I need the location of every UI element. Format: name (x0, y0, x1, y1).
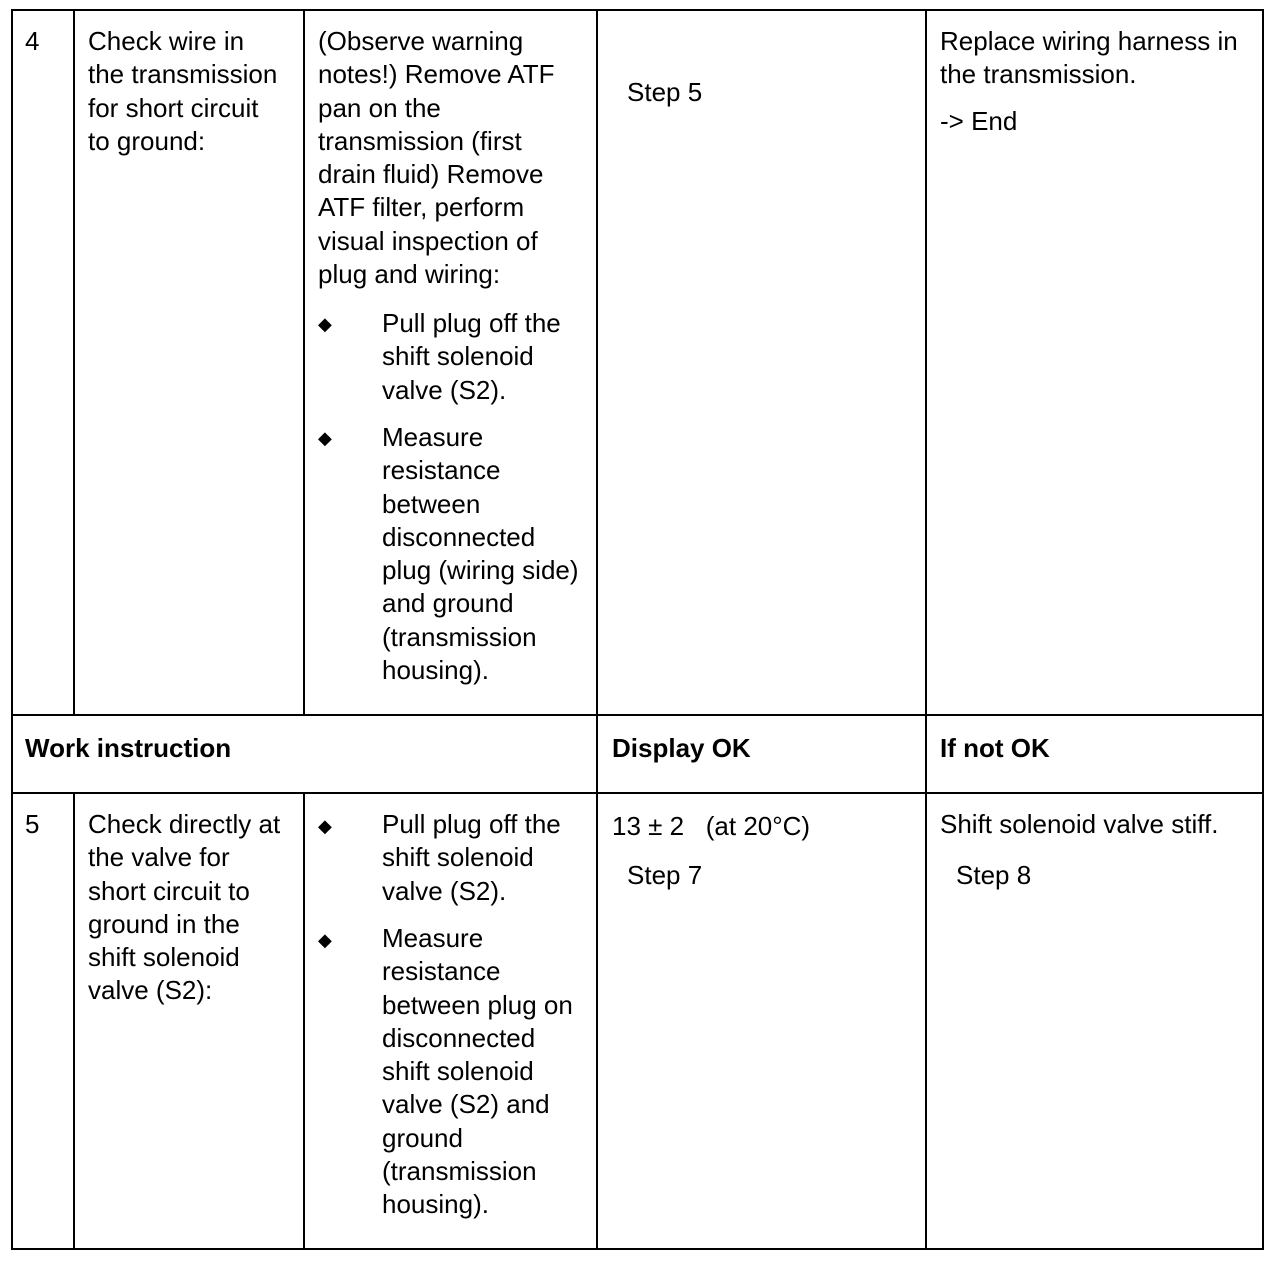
header-display-ok: Display OK (612, 733, 751, 763)
text-line: valve (S2): (88, 975, 213, 1006)
display-ok-value: Step 5 (627, 77, 703, 107)
test-description (88, 808, 280, 1008)
text-line: Pull plug off the (382, 308, 561, 338)
text-line: the transmission. (940, 59, 1137, 90)
bullet-item (382, 922, 573, 1222)
text-line: between plug on (382, 989, 573, 1020)
text-line: the valve for (88, 842, 230, 873)
text-line: short circuit to (88, 875, 250, 906)
text-line: notes!) Remove ATF (318, 59, 555, 90)
text-line: valve (S2). (382, 875, 507, 906)
step-number: 4 (25, 26, 40, 56)
text-line: resistance (382, 455, 501, 486)
display-ok-value: 13 ± 2 (at 20°C) (612, 811, 811, 841)
text-line: (transmission (382, 1156, 537, 1187)
header-work-instruction: Work instruction (25, 733, 232, 763)
text-line: disconnected (382, 1022, 536, 1053)
text-line: resistance (382, 956, 501, 987)
col-border-number (73, 9, 75, 716)
text-line: housing). (382, 655, 489, 686)
row-divider-header-top (11, 714, 1264, 716)
bullet-diamond-icon: ◆ (318, 428, 332, 448)
text-line: shift solenoid (382, 842, 534, 873)
text-line: pan on the (318, 92, 441, 123)
not-ok-next-step: -> End (940, 106, 1018, 136)
bullet-item (382, 421, 579, 687)
col-border-left (11, 9, 13, 1250)
text-line: Pull plug off the (382, 809, 561, 839)
bullet-item (382, 307, 561, 407)
text-line: transmission (first (318, 125, 522, 156)
text-line: to ground: (88, 125, 206, 156)
table-bottom-border (11, 1248, 1264, 1250)
text-line: Check directly at (88, 809, 281, 839)
col-border-display (596, 9, 598, 1250)
work-instruction-text (318, 25, 555, 291)
not-ok-action (940, 25, 1238, 92)
col-border-right (1262, 9, 1264, 1250)
row-divider-header-bottom (11, 792, 1264, 794)
text-line: Measure (382, 923, 484, 953)
text-line: (transmission (382, 621, 537, 652)
text-line: ground in the (88, 908, 240, 939)
text-line: ATF filter, perform (318, 192, 525, 223)
text-line: valve (S2). (382, 374, 507, 405)
text-line: (Observe warning (318, 26, 524, 56)
bullet-diamond-icon: ◆ (318, 930, 332, 950)
bullet-diamond-icon: ◆ (318, 314, 332, 334)
display-ok-next-step: Step 7 (627, 860, 703, 890)
not-ok-next-step: Step 8 (956, 860, 1032, 890)
text-line: for short circuit (88, 92, 259, 123)
text-line: shift solenoid (382, 341, 534, 372)
col-border-notok (925, 9, 927, 1250)
step-number: 5 (25, 809, 40, 839)
text-line: Measure (382, 422, 484, 452)
text-line: visual inspection of (318, 225, 538, 256)
header-if-not-ok: If not OK (940, 733, 1050, 763)
text-line: valve (S2) and (382, 1089, 550, 1120)
text-line: the transmission (88, 59, 278, 90)
bullet-item (382, 808, 561, 908)
table-top-border (11, 9, 1264, 11)
text-line: plug and wiring: (318, 259, 501, 290)
not-ok-action: Shift solenoid valve stiff. (940, 809, 1219, 839)
text-line: and ground (382, 588, 514, 619)
bullet-diamond-icon: ◆ (318, 816, 332, 836)
text-line: shift solenoid (382, 1056, 534, 1087)
text-line: disconnected (382, 521, 536, 552)
test-description (88, 25, 277, 158)
col-border-test-5 (303, 792, 305, 1250)
text-line: housing). (382, 1189, 489, 1220)
col-border-test (303, 9, 305, 716)
text-line: between (382, 488, 481, 519)
text-line: shift solenoid (88, 942, 240, 973)
text-line: plug (wiring side) (382, 555, 579, 586)
text-line: ground (382, 1122, 463, 1153)
text-line: Replace wiring harness in (940, 26, 1238, 56)
col-border-number-5 (73, 792, 75, 1250)
text-line: drain fluid) Remove (318, 159, 544, 190)
text-line: Check wire in (88, 26, 245, 56)
